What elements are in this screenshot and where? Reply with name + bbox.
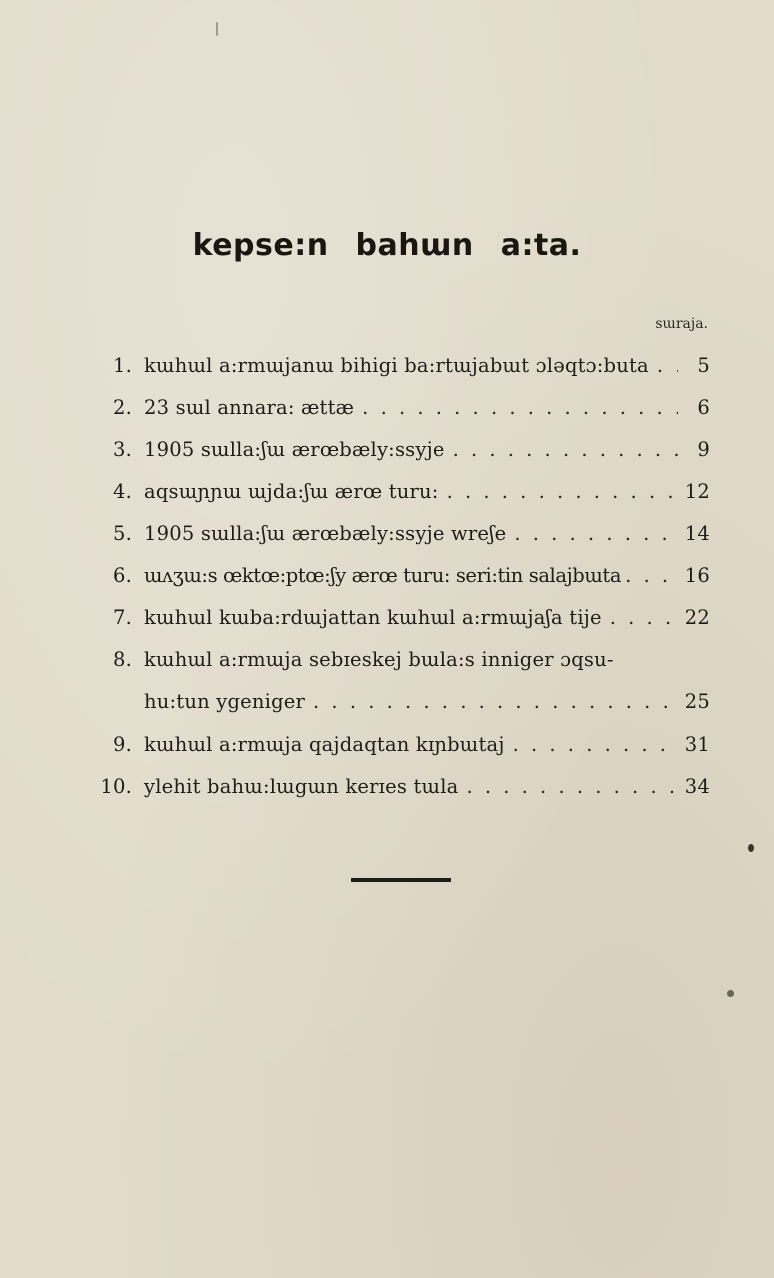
entry-page: 22 <box>684 606 710 629</box>
entry-title: 1905 sɯlla:ʃɯ ærœbæly:ssyje <box>144 438 445 461</box>
dot-leader <box>610 602 677 634</box>
entry-number: 4. <box>112 480 132 503</box>
toc-entry <box>92 560 710 602</box>
entry-title: ylehit bahɯ:lɯgɯn kerɪes tɯla <box>144 775 459 798</box>
entry-title: kɯhɯl a:rmɯja qajdaqtan kɪɲbɯtaj <box>144 733 505 756</box>
title-word-1: kepse:n <box>192 228 329 263</box>
entry-title: aqsɯɲɲɯ ɯjda:ʃɯ ærœ turu: <box>144 480 439 503</box>
table-of-contents <box>92 350 710 813</box>
toc-entry <box>92 476 710 518</box>
paper-speck <box>727 990 734 997</box>
page-title <box>0 228 774 263</box>
dot-leader <box>625 560 681 592</box>
toc-entry <box>92 602 710 644</box>
dot-leader <box>453 434 678 466</box>
entry-title: 1905 sɯlla:ʃɯ ærœbæly:ssyje wreʃe <box>144 522 507 545</box>
dot-leader <box>447 476 677 508</box>
title-word-3: a:ta. <box>500 228 582 263</box>
dot-leader <box>313 686 677 718</box>
entry-page: 9 <box>697 438 710 461</box>
entry-page: 16 <box>684 564 710 587</box>
entry-number: 7. <box>112 606 132 629</box>
toc-entry <box>92 729 710 771</box>
entry-title: 23 sɯl annara: ættæ <box>144 396 355 419</box>
dot-leader <box>513 729 677 761</box>
dot-leader <box>362 392 678 424</box>
entry-page: 14 <box>684 522 710 545</box>
entry-title: ɯʌʒɯ:s œktœ:ptœ:ʃy ærœ turu: seri:tin salajbɯta <box>144 564 622 587</box>
toc-entry <box>92 434 710 476</box>
dot-leader <box>466 771 676 803</box>
entry-title: kɯhɯl kɯba:rdɯjattan kɯhɯl a:rmɯjaʃa tije <box>144 606 602 629</box>
entry-page: 31 <box>684 733 710 756</box>
page-column-label: sɯraja. <box>655 316 708 332</box>
entry-number: 10. <box>100 775 132 798</box>
entry-page: 34 <box>684 775 710 798</box>
entry-page: 5 <box>697 354 710 377</box>
entry-number: 5. <box>112 522 132 545</box>
entry-page: 6 <box>697 396 710 419</box>
toc-entry <box>92 392 710 434</box>
paper-speck <box>748 844 754 852</box>
paper-speck <box>216 22 218 36</box>
entry-title: kɯhɯl a:rmɯja sebɪeskej bɯla:s inniger ɔqsu- <box>144 648 614 671</box>
entry-number: 9. <box>112 733 132 756</box>
entry-page: 12 <box>684 480 710 503</box>
entry-title-continued: hu:tun ygeniger <box>144 690 306 713</box>
section-rule <box>351 878 451 882</box>
toc-entry <box>92 518 710 560</box>
toc-entry <box>92 771 710 813</box>
entry-number: 8. <box>112 648 132 671</box>
toc-entry <box>92 350 710 392</box>
entry-page: 25 <box>684 690 710 713</box>
toc-entry <box>92 644 710 729</box>
entry-number: 3. <box>112 438 132 461</box>
dot-leader <box>657 350 678 382</box>
dot-leader <box>514 518 676 550</box>
entry-title: kɯhɯl a:rmɯjanɯ bihigi ba:rtɯjabɯt ɔləqtɔ:buta <box>144 354 649 377</box>
title-word-2: bahɯn <box>355 228 474 263</box>
entry-number: 2. <box>112 396 132 419</box>
entry-number: 6. <box>112 564 132 587</box>
entry-number: 1. <box>112 354 132 377</box>
